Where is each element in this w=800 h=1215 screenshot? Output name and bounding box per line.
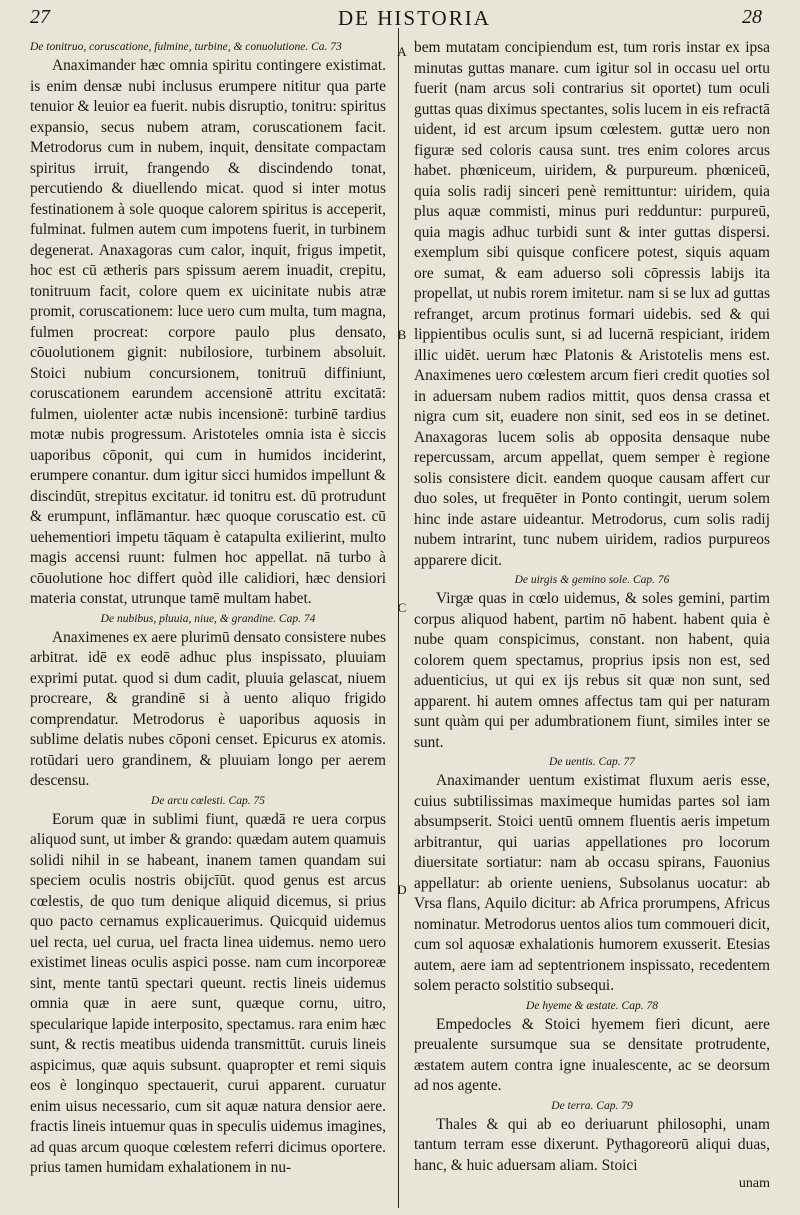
chapter-heading-79: De terra. Cap. 79 — [551, 1099, 633, 1112]
right-text-column — [414, 38, 770, 1208]
chapter-heading-73: De tonitruo, coruscatione, fulmine, turbine, & conuolutione. Ca. 73 — [30, 41, 342, 53]
chapter-text-75: Eorum quæ in sublimi fiunt, quædā re uera corpus aliquod sunt, ut imber & grando: quædam autem quamuis solidi nihil in se habeant, inanem tamen quandam sui speciem oculis nostris obijcīūt. quod genus est arcus cœlestis, de quo tum denique aliquid dicemus, si prius quo pacto cernamus explicauerimus. Quicquid uidemus uel recta, uel curua, uel fracta linea uidemus. nemo uero existimet lineas oculis aspici posse. nam cum incorporeæ sint, mente tantū spectari queunt. rectis lineis uidemus omnia quæ in aere sunt, quæque cornu, uitro, specularique lapide interposito, spectamus. rara enim hæc sunt, & rectis meatibus uidenda transmittūt. curuis lineis aspicimus, quæ aquis subsunt. quapropter et remi siquis eos è longinquo spectauerit, curui apparent. curuatur enim uisus necessario, cum sit aquæ natura densior aere. fractis lineis intuemur quas in speculis uidemus imagines, ad quas arcum quoque cœlestem referri dicimus oportere. prius tamen humidam exhalationem in nu- — [30, 810, 386, 1176]
chapter-heading-74: De nubibus, pluuia, niue, & grandine. Cap. 74 — [100, 612, 316, 625]
margin-letter-b: B — [397, 327, 407, 342]
margin-letter-a: A — [397, 44, 407, 59]
chapter-heading-78: De hyeme & æstate. Cap. 78 — [526, 999, 658, 1012]
chapter-heading-77: De uentis. Cap. 77 — [549, 756, 635, 768]
left-page-number: 27 — [30, 6, 50, 28]
chapter-text-73: Anaximander hæc omnia spiritu contingere existimat. is enim densæ nubi inclusus erumpere nititur qua parte tenuior & leuior ea fuerit. nubis disruptio, tonitru: spiritus expansio, secus nubem atram, coruscationem facit. Metrodorus cum in nubem, inquit, densitate compactam spiritus irruit, frangendo & discindendo tonat, percutiendo & diuellendo micat. quod si inter motus festinationem à sole quoque calorem spiritus is acceperit, fulminat. fulmen autem cum impotens fuerit, in turbinem degenerat. Anaxagoras cum calor, inquit, frigus impetit, hoc est cū ætheris pars spissum aerem inuadit, crepitu, tonitruum facit, colore quem ex uicinitate nubis atræ promit, coruscationem: luce uero cum multa, tum magna, fulmen procreat: corpore paulo plus densato, cōuolutionem gignit: nubilosiore, turbinem absoluit. Stoici nubium concursionem, tonitruū diffiniunt, coruscationem earundem accensionē attritu excitatā: fulmen, uiolenter actæ nubis incensionē: turbinē tardius motæ nubis progressum. Aristoteles omnia ista è siccis uaporibus cōponit, qui cum in humidos inciderint, erumpere conantur. dum igitur sicci humidos impellunt & discindūt, strepitus excitatur. id tonitru est. dū protrudunt & erumpunt, inflāmantur. hæc quoque coruscatio est. cū uehementiori impetu tāquam è catapulta exilierint, multo magis accensi ruunt: fulmen hoc appellat. nā turbo à cōuolutione hoc differt quòd ille calidiori, hæc densiori materia constat, utrunque tamē multam habet. — [30, 57, 386, 607]
right-page-number: 28 — [742, 6, 762, 28]
chapter-text-78: Empedocles & Stoici hyemem fieri dicunt, aere preualente sursumque sua se densitate protrudente, æstatem autem contra igne inualescente, ac se deorsum ad nos agente. — [414, 1015, 770, 1094]
column-divider-rule — [398, 28, 399, 1208]
margin-letter-d: D — [397, 882, 407, 897]
chapter-text-74: Anaximenes ex aere plurimū densato consistere nubes arbitrat. idē ex eodē adhuc plus inspissato, pluuiam exprimi putat. quod si dum cadit, pluuia gelascat, niuem procreare, & grandinē si à uento aliquo frigido comprendatur. Metrodorus è uaporibus aquosis in sublime delatis nubes cōponi censet. Epicurus ex atomis. rotūdari uero grandinem, & pluuiam longo per aerem descensu. — [30, 628, 386, 789]
chapter-text-77: Anaximander uentum existimat fluxum aeris esse, cuius subtilissimas maximeque humidas partes sol iam absumpserit. Stoici uentū omnem fluentis aeris impetum arbitrantur, qui uarias appellationes pro locorum diuersitate sortiatur: nam ab occasu spirans, Fauonius appellatur: ab oriente ueniens, Subsolanus uocatur: ab Vrsa flans, Aquilo dicitur: ab Africa prorumpens, Africus nominatur. Metrodorus uentos alios tum commoueri dicit, cum sol aquosæ exhalationis humorem exusserit. Etesias autem, aere iam ad septentrionem inspissato, recedentem solem peracto solstitio subsequi. — [414, 772, 770, 994]
running-header — [0, 0, 800, 40]
catchword: unam — [738, 1176, 770, 1191]
left-text-column — [30, 38, 386, 1208]
margin-letter-c: C — [397, 600, 407, 615]
running-title: DE HISTORIA — [338, 6, 491, 30]
chapter-text-75-continued: bem mutatam concipiendum est, tum roris instar ex ipsa minutas guttas manare. cum igitur sol in occasu uel ortu fuerit (nam arcus soli contrarius sit oportet) tum oculi guttas quas diximus spectantes, solis lucem in eis refractā uident, id est arcum ipsum cœlestem. guttæ uero non figuræ sed coloris causa sunt. tres enim colores arcus habet. phœniceum, uiridem, & purpureum. phœniceū, quia solis radij sinceri penè remittuntur: uiridem, quia plus aquæ commisti, minus puri redduntur: purpureū, quia magis adhuc turbidi sunt & inter guttas dispersi. exemplum sibi quisque conficere potest, siquis aquam ore sumat, & eam aduerso soli cōpressis labijs ita propellat, ut nubis rorem imitetur. nam si se lux ad guttas refranget, arcum protinus formari uidebis. sed & qui lippientibus oculis sunt, si ad lucernā respiciant, iridem illic uidēt. uerum hæc Platonis & Aristotelis mens est. Anaximenes uero cœlestem arcum fieri credit quoties sol in aduersam nubem radios mittit, quos densa crassa et nigra cum sit, euadere non sinit, sed eos in se detinet. Anaxagoras lucem solis ab opposita densaque nube repercussam, arcum appellat, quem semper è regione solis consistere dicit. eandem quoque causam affert cur duo soles, ut frequēter in Ponto contingit, uerum solem hinc inde astare uideantur. Metrodorus, cum solis radij nubem intrarint, tunc nubem uiridem, radios purpureos apparere dicit. — [414, 39, 770, 569]
chapter-heading-75: De arcu cœlesti. Cap. 75 — [151, 794, 265, 807]
chapter-text-76: Virgæ quas in cœlo uidemus, & soles gemini, partim corpus aliquod habent, partim nō habent. habent quia è nube quam conspicimus, constant. non habent, quia colorem quem spectamus, proprius ipsis non est, sed aduenticius, ut qui ex ijs rebus sit quæ non sunt, sed apparent. hi autem omnes affectus tam qui per naturam sunt quàm qui per adumbrationem fiunt, similes inter se sunt. — [414, 590, 770, 751]
chapter-heading-76: De uirgis & gemino sole. Cap. 76 — [514, 574, 670, 586]
chapter-text-79: Thales & qui ab eo deriuarunt philosophi, unam tantum terram esse dixerunt. Pythagoreorū aliqui duas, hanc, & huic aduersam aliam. Stoici — [414, 1115, 770, 1174]
